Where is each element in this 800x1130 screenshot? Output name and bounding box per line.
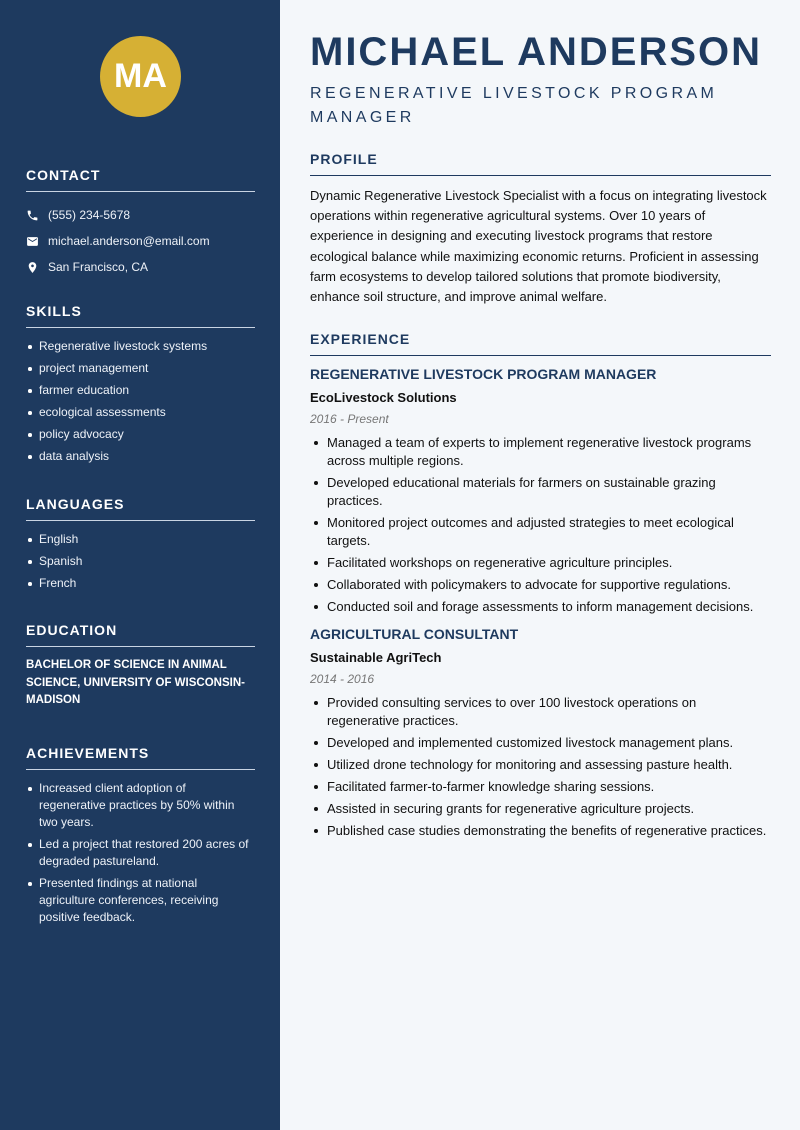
profile-text: Dynamic Regenerative Livestock Specialist with a focus on integrating livestock operations within regenerative agricultural systems. Over 10 years of experience in designing and executing livestock programs that restore ecological balance while maximizing economic returns. Proficient in assessing farm ecosystems to develop tailored solutions that promote biodiversity, enhance soil structure, and improve animal welfare. <box>310 188 767 305</box>
skills-list <box>26 338 255 465</box>
experience-heading: EXPERIENCE <box>310 331 771 356</box>
contact-phone <box>26 202 255 228</box>
skill-item: Regenerative livestock systems <box>26 338 255 355</box>
skill-item: project management <box>26 360 255 377</box>
email-text: michael.anderson@email.com <box>48 234 210 248</box>
job-title: REGENERATIVE LIVESTOCK PROGRAM MANAGER <box>310 85 718 126</box>
contact-email <box>26 228 255 254</box>
languages-list <box>26 531 255 592</box>
job-bullet: Managed a team of experts to implement regenerative livestock programs across multiple regions. <box>310 434 771 470</box>
language-item: Spanish <box>26 553 255 570</box>
skill-item: ecological assessments <box>26 404 255 421</box>
job-bullet: Published case studies demonstrating the benefits of regenerative practices. <box>310 822 771 840</box>
job-entry-title: REGENERATIVE LIVESTOCK PROGRAM MANAGER <box>310 366 657 382</box>
job-entry-dates: 2016 - Present <box>310 412 389 426</box>
job-entry-company: EcoLivestock Solutions <box>310 390 457 405</box>
sidebar <box>0 0 280 1130</box>
job-bullet: Developed and implemented customized livestock management plans. <box>310 734 771 752</box>
education-section <box>26 622 255 710</box>
education-heading: EDUCATION <box>26 622 255 647</box>
location-pin-icon <box>26 261 39 274</box>
job-bullet: Monitored project outcomes and adjusted strategies to meet ecological targets. <box>310 514 771 550</box>
phone-text: (555) 234-5678 <box>48 208 131 222</box>
location-text: San Francisco, CA <box>48 260 149 274</box>
skills-heading: SKILLS <box>26 303 255 328</box>
job-bullet: Provided consulting services to over 100 livestock operations on regenerative practices. <box>310 694 771 730</box>
email-icon <box>26 235 39 248</box>
job-bullet: Developed educational materials for farmers on sustainable grazing practices. <box>310 474 771 510</box>
language-item: French <box>26 575 255 592</box>
full-name: MICHAEL ANDERSON <box>310 30 763 74</box>
languages-heading: LANGUAGES <box>26 496 255 521</box>
education-degree: BACHELOR OF SCIENCE IN ANIMAL SCIENCE, UNIVERSITY OF WISCONSIN-MADISON <box>26 659 245 706</box>
job-bullet: Collaborated with policymakers to advocate for supportive regulations. <box>310 576 771 594</box>
job-entry-dates: 2014 - 2016 <box>310 672 375 686</box>
job-bullet: Assisted in securing grants for regenerative agriculture projects. <box>310 800 771 818</box>
achievements-section <box>26 745 255 931</box>
job-bullets <box>310 434 771 616</box>
contact-heading: CONTACT <box>26 167 255 192</box>
achievements-heading: ACHIEVEMENTS <box>26 745 255 770</box>
languages-section <box>26 496 255 597</box>
experience-section <box>310 331 771 844</box>
skill-item: data analysis <box>26 448 255 465</box>
skill-item: farmer education <box>26 382 255 399</box>
avatar <box>100 36 181 117</box>
profile-section <box>310 151 771 307</box>
profile-heading: PROFILE <box>310 151 771 176</box>
job-entry <box>310 626 771 840</box>
job-bullets <box>310 694 771 840</box>
job-bullet: Facilitated farmer-to-farmer knowledge sharing sessions. <box>310 778 771 796</box>
job-entry-title: AGRICULTURAL CONSULTANT <box>310 626 519 642</box>
achievements-list <box>26 780 255 926</box>
skills-section <box>26 303 255 470</box>
avatar-initials: MA <box>114 57 167 95</box>
contact-location <box>26 254 255 280</box>
achievement-item: Presented findings at national agriculture conferences, receiving positive feedback. <box>26 875 255 926</box>
job-bullet: Facilitated workshops on regenerative agriculture principles. <box>310 554 771 572</box>
skill-item: policy advocacy <box>26 426 255 443</box>
job-bullet: Utilized drone technology for monitoring and assessing pasture health. <box>310 756 771 774</box>
phone-icon <box>26 209 39 222</box>
achievement-item: Led a project that restored 200 acres of degraded pastureland. <box>26 836 255 870</box>
job-entry-company: Sustainable AgriTech <box>310 650 442 665</box>
achievement-item: Increased client adoption of regenerative practices by 50% within two years. <box>26 780 255 831</box>
language-item: English <box>26 531 255 548</box>
job-entry <box>310 366 771 616</box>
job-bullet: Conducted soil and forage assessments to inform management decisions. <box>310 598 771 616</box>
contact-section <box>26 167 255 280</box>
